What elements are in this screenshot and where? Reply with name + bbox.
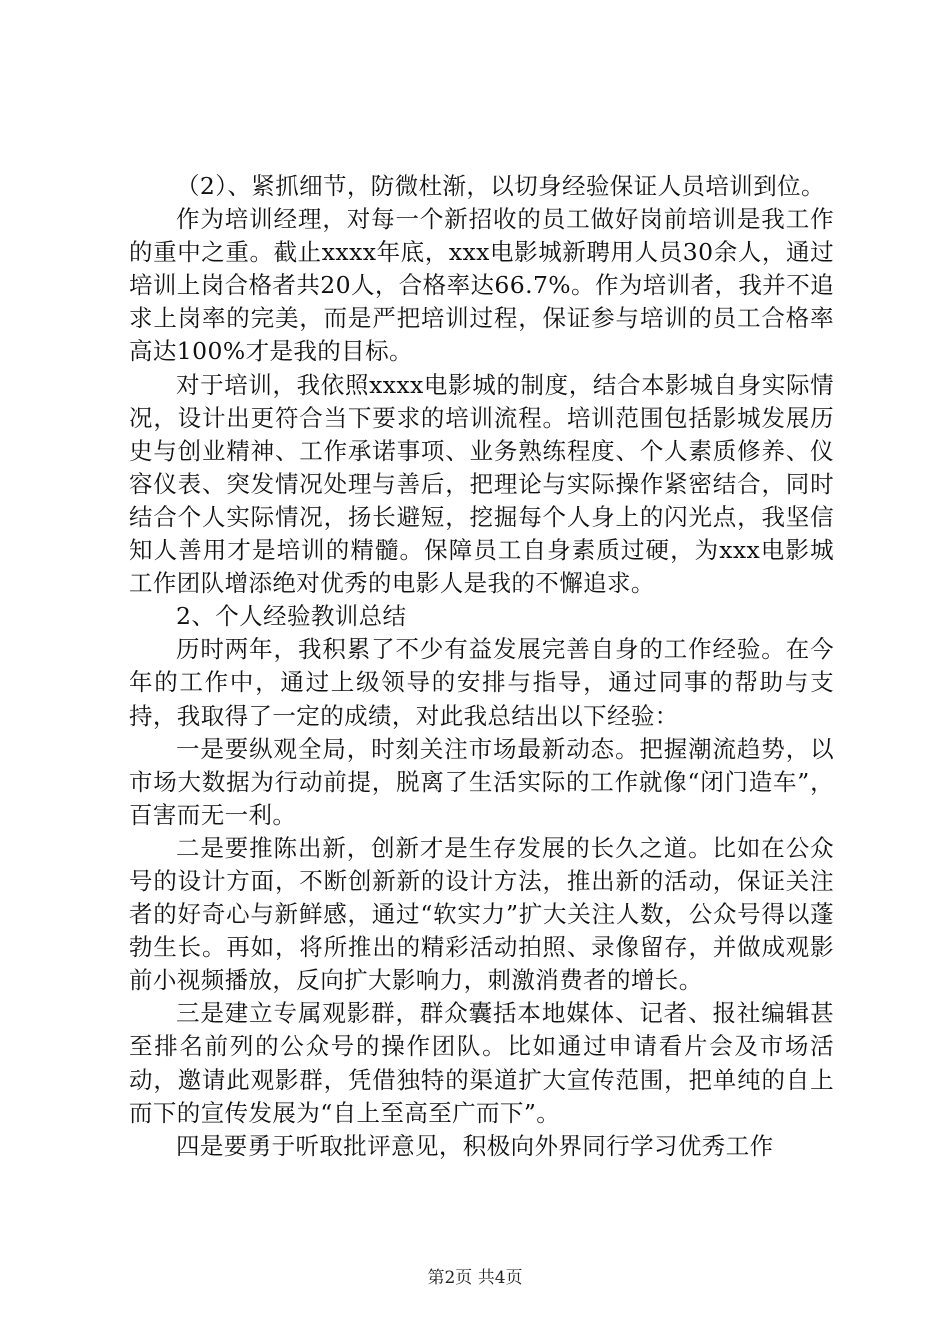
paragraph-point-three: 三是建立专属观影群，群众囊括本地媒体、记者、报社编辑甚至排名前列的公众号的操作团队。比如通过申请看片会及市场活动，邀请此观影群，凭借独特的渠道扩大宣传范围，把单纯的自上而下的宣传发展为“自上至高至广而下”。 <box>129 999 834 1127</box>
paragraph-point-one: 一是要纵观全局，时刻关注市场最新动态。把握潮流趋势，以市场大数据为行动前提，脱离了生活实际的工作就像“闭门造车”，百害而无一利。 <box>129 734 834 829</box>
section-heading-experience: 2、个人经验教训总结 <box>176 602 407 631</box>
paragraph-training-process: 对于培训，我依照xxxx电影城的制度，结合本影城自身实际情况，设计出更符合当下要求的培训流程。培训范围包括影城发展历史与创业精神、工作承诺事项、业务熟练程度、个人素质修养、仪容仪表、突发情况处理与善后，把理论与实际操作紧密结合，同时结合个人实际情况，扬长避短，挖掘每个人身上的闪光点，我坚信知人善用才是培训的精髓。保障员工自身素质过硬，为xxx电影城工作团队增添绝对优秀的电影人是我的不懈追求。 <box>129 370 834 598</box>
page-footer: 第2页 共4页 <box>427 1268 523 1288</box>
paragraph-training-manager: 作为培训经理，对每一个新招收的员工做好岗前培训是我工作的重中之重。截止xxxx年底，xxx电影城新聘用人员30余人，通过培训上岗合格者共20人，合格率达66.7%。作为培训者，我并不追求上岗率的完美，而是严把培训过程，保证参与培训的员工合格率高达100%才是我的目标。 <box>129 205 834 366</box>
paragraph-experience-intro: 历时两年，我积累了不少有益发展完善自身的工作经验。在今年的工作中，通过上级领导的安排与指导，通过同事的帮助与支持，我取得了一定的成绩，对此我总结出以下经验： <box>129 635 834 730</box>
paragraph-point-four: 四是要勇于听取批评意见，积极向外界同行学习优秀工作 <box>176 1131 774 1160</box>
paragraph-training-detail-heading: （2）、紧抓细节，防微杜渐，以切身经验保证人员培训到位。 <box>176 172 825 200</box>
paragraph-point-two: 二是要推陈出新，创新才是生存发展的长久之道。比如在公众号的设计方面，不断创新新的设计方法，推出新的活动，保证关注者的好奇心与新鲜感，通过“软实力”扩大关注人数，公众号得以蓬勃生长。再如，将所推出的精彩活动拍照、录像留存，并做成观影前小视频播放，反向扩大影响力，刺激消费者的增长。 <box>129 833 834 995</box>
document-body <box>129 170 834 1163</box>
